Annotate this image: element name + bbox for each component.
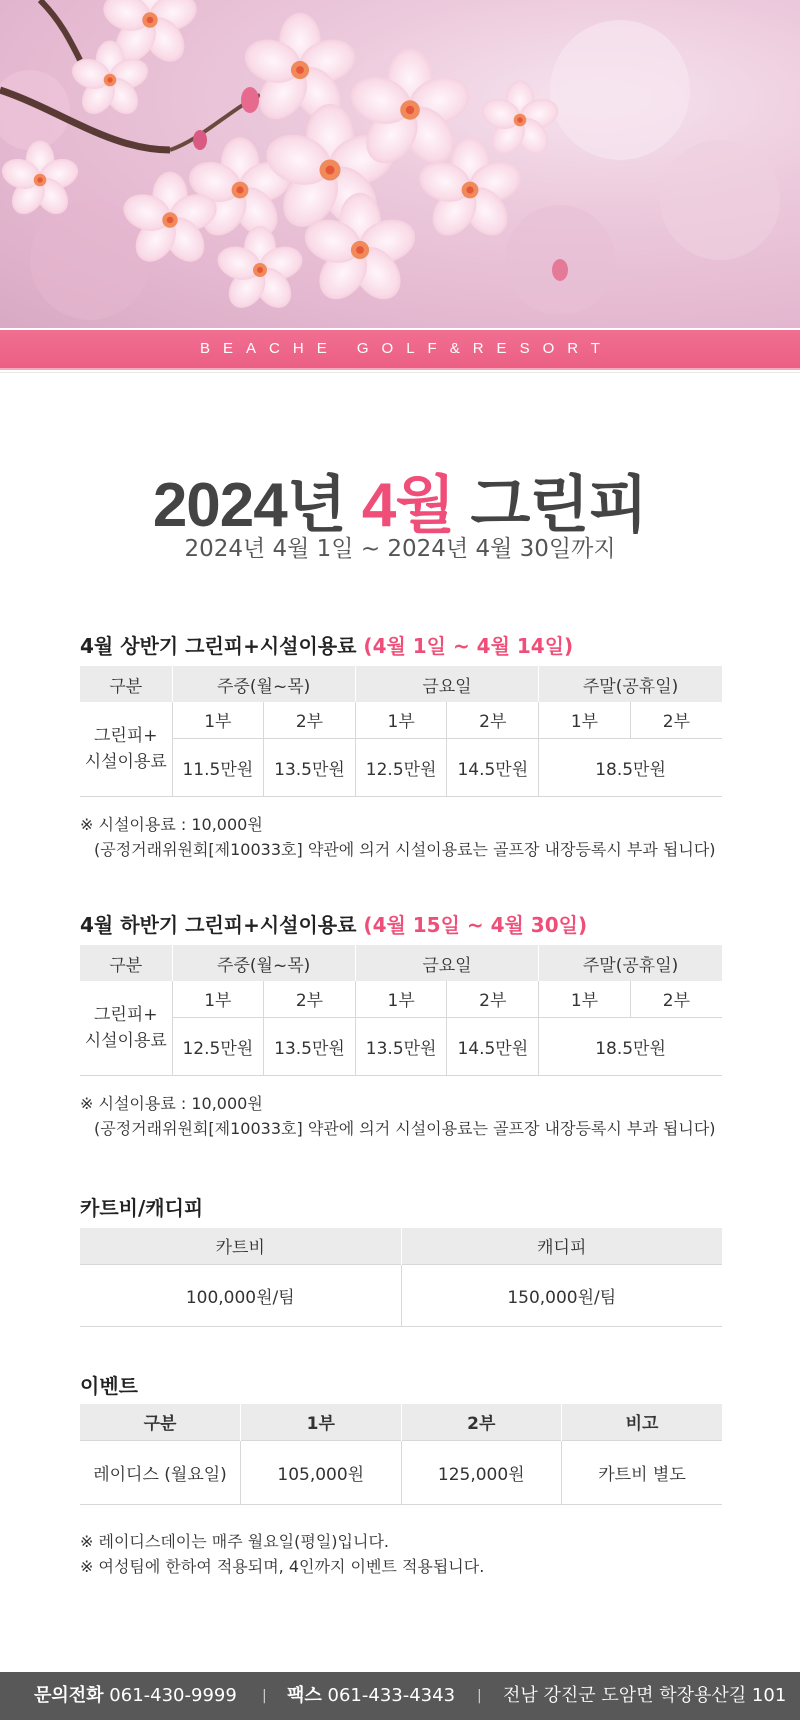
part-cell: 1부 bbox=[539, 981, 631, 1017]
price-cell: 18.5만원 bbox=[539, 1017, 722, 1075]
price-cell: 18.5만원 bbox=[539, 738, 722, 796]
price-cell: 13.5만원 bbox=[355, 1017, 447, 1075]
price-cell: 14.5만원 bbox=[447, 1017, 539, 1075]
note-line: (공정거래위원회[제10033호] 약관에 의거 시설이용료는 골프장 내장등록시 부과 됩니다) bbox=[94, 1119, 716, 1138]
header-category: 구분 bbox=[80, 1404, 241, 1440]
table-row bbox=[80, 981, 722, 1017]
title-month: 4월 bbox=[361, 471, 455, 540]
brand-name: BEACHE GOLF&RESORT bbox=[200, 340, 613, 357]
header-category: 구분 bbox=[80, 666, 172, 702]
header-friday: 금요일 bbox=[355, 945, 538, 981]
part-cell: 1부 bbox=[539, 702, 631, 738]
cherry-blossom-illustration bbox=[0, 0, 800, 330]
title-year: 2024년 bbox=[152, 471, 346, 540]
first-half-range: (4월 1일 ~ 4월 14일) bbox=[363, 634, 574, 658]
phone-number[interactable]: 061-430-9999 bbox=[109, 1685, 237, 1706]
footer-phone bbox=[34, 1672, 237, 1720]
footer-separator: | bbox=[477, 1688, 482, 1704]
row-label bbox=[80, 702, 172, 796]
header-weekday: 주중(월~목) bbox=[172, 666, 355, 702]
note-line: (공정거래위원회[제10033호] 약관에 의거 시설이용료는 골프장 내장등록시 부과 됩니다) bbox=[94, 840, 716, 859]
phone-label: 문의전화 bbox=[34, 1685, 104, 1706]
second-half-heading: 4월 하반기 그린피+시설이용료 bbox=[80, 913, 357, 937]
table-row bbox=[80, 738, 722, 796]
header-weekend: 주말(공휴일) bbox=[539, 945, 722, 981]
second-half-fee-table bbox=[80, 945, 722, 1076]
header-part-2: 2부 bbox=[401, 1404, 562, 1440]
footer-address: 전남 강진군 도암면 학장용산길 101 bbox=[503, 1685, 787, 1706]
part-cell: 1부 bbox=[355, 981, 447, 1017]
second-half-title bbox=[80, 909, 587, 938]
part-cell: 2부 bbox=[264, 981, 356, 1017]
first-half-heading: 4월 상반기 그린피+시설이용료 bbox=[80, 634, 357, 658]
brand-bar bbox=[0, 328, 800, 370]
header-weekday: 주중(월~목) bbox=[172, 945, 355, 981]
table-header-row bbox=[80, 945, 722, 981]
row-label-line2: 시설이용료 bbox=[84, 751, 167, 772]
row-label-line1: 그린피+ bbox=[93, 1004, 158, 1025]
title-suffix: 그린피 bbox=[470, 471, 648, 540]
header-caddie-fee: 캐디피 bbox=[401, 1228, 722, 1264]
price-cell: 14.5만원 bbox=[447, 738, 539, 796]
header-part-1: 1부 bbox=[241, 1404, 402, 1440]
part-cell: 2부 bbox=[447, 981, 539, 1017]
price-cell: 13.5만원 bbox=[264, 738, 356, 796]
price-cell: 12.5만원 bbox=[355, 738, 447, 796]
part-cell: 2부 bbox=[264, 702, 356, 738]
table-row bbox=[80, 1017, 722, 1075]
divider bbox=[0, 372, 800, 373]
event-category: 레이디스 (월요일) bbox=[80, 1440, 241, 1504]
part-cell: 1부 bbox=[172, 702, 264, 738]
part-cell: 2부 bbox=[630, 981, 722, 1017]
table-row bbox=[80, 702, 722, 738]
second-half-range: (4월 15일 ~ 4월 30일) bbox=[363, 913, 588, 937]
cherry-blossom-banner bbox=[0, 0, 800, 330]
first-half-title bbox=[80, 630, 573, 659]
first-half-note bbox=[80, 812, 716, 862]
part-cell: 2부 bbox=[447, 702, 539, 738]
price-cell: 11.5만원 bbox=[172, 738, 264, 796]
table-row bbox=[80, 1440, 722, 1504]
header-weekend: 주말(공휴일) bbox=[539, 666, 722, 702]
note-line: ※ 레이디스데이는 매주 월요일(평일)입니다. bbox=[80, 1532, 389, 1551]
part-cell: 1부 bbox=[355, 702, 447, 738]
header-cart-fee: 카트비 bbox=[80, 1228, 401, 1264]
row-label bbox=[80, 981, 172, 1075]
first-half-fee-table bbox=[80, 666, 722, 797]
price-cell: 13.5만원 bbox=[264, 1017, 356, 1075]
part-cell: 2부 bbox=[630, 702, 722, 738]
footer-separator: | bbox=[262, 1688, 267, 1704]
second-half-note bbox=[80, 1091, 716, 1141]
footer-contact-bar bbox=[0, 1672, 800, 1720]
table-header-row bbox=[80, 666, 722, 702]
row-label-line1: 그린피+ bbox=[93, 725, 158, 746]
event-part-2-price: 125,000원 bbox=[401, 1440, 562, 1504]
period-subtitle: 2024년 4월 1일 ~ 2024년 4월 30일까지 bbox=[184, 536, 616, 562]
event-table bbox=[80, 1404, 722, 1505]
price-cell: 12.5만원 bbox=[172, 1017, 264, 1075]
table-header-row bbox=[80, 1228, 722, 1264]
event-title: 이벤트 bbox=[80, 1374, 138, 1398]
cart-caddie-title: 카트비/캐디피 bbox=[80, 1196, 204, 1220]
note-line: ※ 여성팀에 한하여 적용되며, 4인까지 이벤트 적용됩니다. bbox=[80, 1557, 485, 1576]
table-row bbox=[80, 1264, 722, 1326]
part-cell: 1부 bbox=[172, 981, 264, 1017]
header-remark: 비고 bbox=[562, 1404, 723, 1440]
table-header-row bbox=[80, 1404, 722, 1440]
cart-fee-value: 100,000원/팀 bbox=[80, 1264, 401, 1326]
event-note bbox=[80, 1529, 484, 1579]
event-remark: 카트비 별도 bbox=[562, 1440, 723, 1504]
fax-label: 팩스 bbox=[287, 1685, 322, 1706]
header-category: 구분 bbox=[80, 945, 172, 981]
note-line: ※ 시설이용료 : 10,000원 bbox=[80, 1094, 263, 1113]
note-line: ※ 시설이용료 : 10,000원 bbox=[80, 815, 263, 834]
cart-caddie-table bbox=[80, 1228, 722, 1327]
footer-fax bbox=[287, 1672, 455, 1720]
header-friday: 금요일 bbox=[355, 666, 538, 702]
caddie-fee-value: 150,000원/팀 bbox=[401, 1264, 722, 1326]
row-label-line2: 시설이용료 bbox=[84, 1030, 167, 1051]
fax-number: 061-433-4343 bbox=[327, 1685, 456, 1706]
event-part-1-price: 105,000원 bbox=[241, 1440, 402, 1504]
